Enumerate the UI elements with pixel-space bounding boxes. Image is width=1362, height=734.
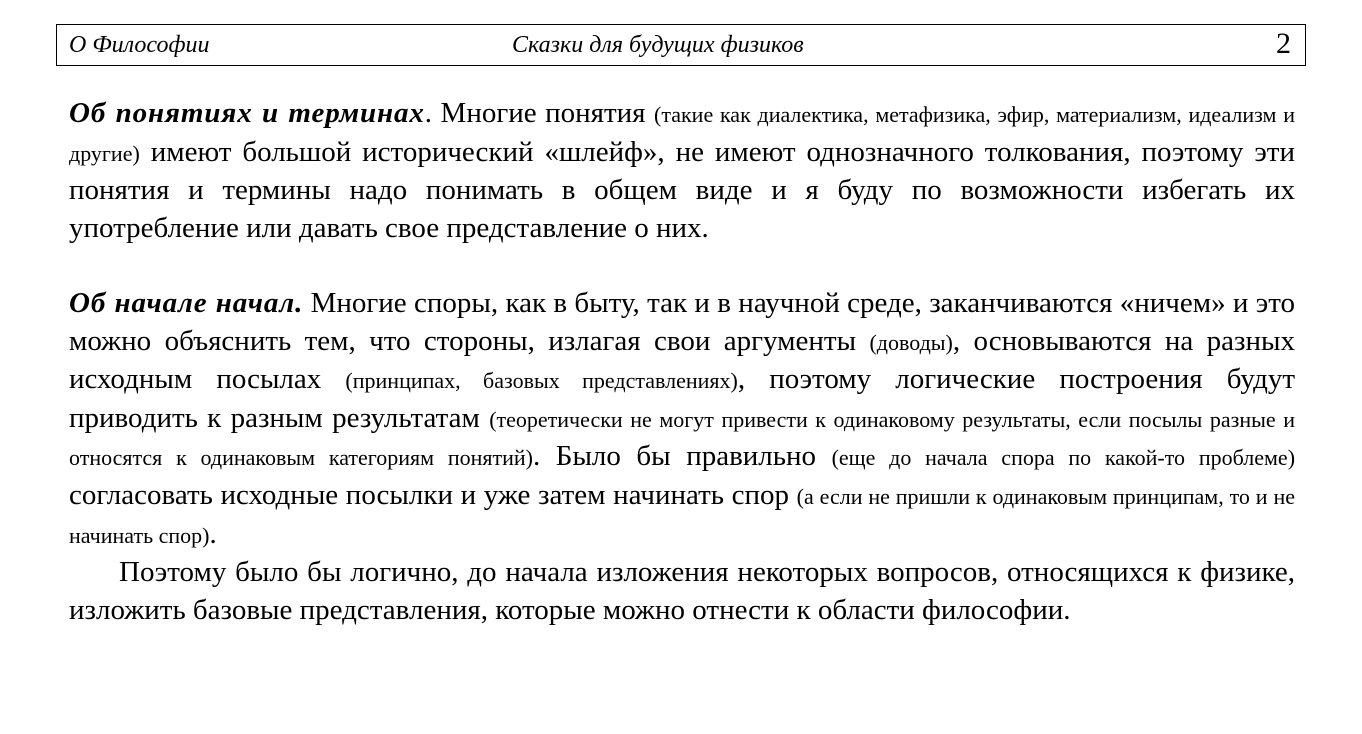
body-text: , основываются на разных исходным посылах <box>69 324 1295 396</box>
parenthetical-note: (а если не пришли к одинаковым принципам, то и не начинать спор) <box>69 483 1295 548</box>
parenthetical-note: (теоретически не могут привести к одинаковому результаты, если посылы разные и относятся к одинаковым категориям понятий) <box>69 406 1295 471</box>
header-section-title: О Философии <box>69 32 210 58</box>
body-text: . Многие понятия <box>424 97 655 129</box>
paragraph-heading: Об начале начал. <box>69 286 304 319</box>
body-text: согласовать исходные посылки и уже затем начинать спор <box>69 478 797 511</box>
parenthetical-note: (еще до начала спора по какой-то проблеме) <box>831 445 1296 471</box>
paragraph-spacer <box>69 247 1295 285</box>
paragraph-concepts <box>69 95 1295 247</box>
page-number: 2 <box>1276 27 1291 60</box>
body-text: , поэтому логические построения будут приводить к разным результатам <box>69 363 1295 434</box>
body-text: . <box>209 517 217 550</box>
paragraph-conclusion: Поэтому было бы логично, до начала изложения некоторых вопросов, относящихся к физике, изложить базовые представления, которые можно отнести к области философии. <box>69 556 1295 626</box>
parenthetical-note: (доводы) <box>869 329 953 355</box>
paragraph-heading: Об понятиях и терминах <box>69 97 425 129</box>
header-book-title: Сказки для будущих физиков <box>512 32 804 58</box>
parenthetical-note: (такие как диалектика, метафизика, эфир, материализм, идеализм и другие) <box>69 102 1295 166</box>
body-text: . Было бы правильно <box>533 440 832 473</box>
page-header <box>56 24 1306 66</box>
body-text: имеют большой исторический «шлейф», не имеют однозначного толкования, поэтому эти понятия и термины надо понимать в общем виде и я буду по возможности избегать их употребление или давать свое представление о них. <box>69 135 1295 244</box>
paragraph-beginning <box>69 285 1295 554</box>
document-body <box>69 95 1295 629</box>
body-text: Многие споры, как в быту, так и в научной среде, заканчиваются «ничем» и это можно объяснить тем, что стороны, излагая свои аргументы <box>69 286 1295 357</box>
parenthetical-note: (принципах, базовых представлениях) <box>345 368 738 394</box>
